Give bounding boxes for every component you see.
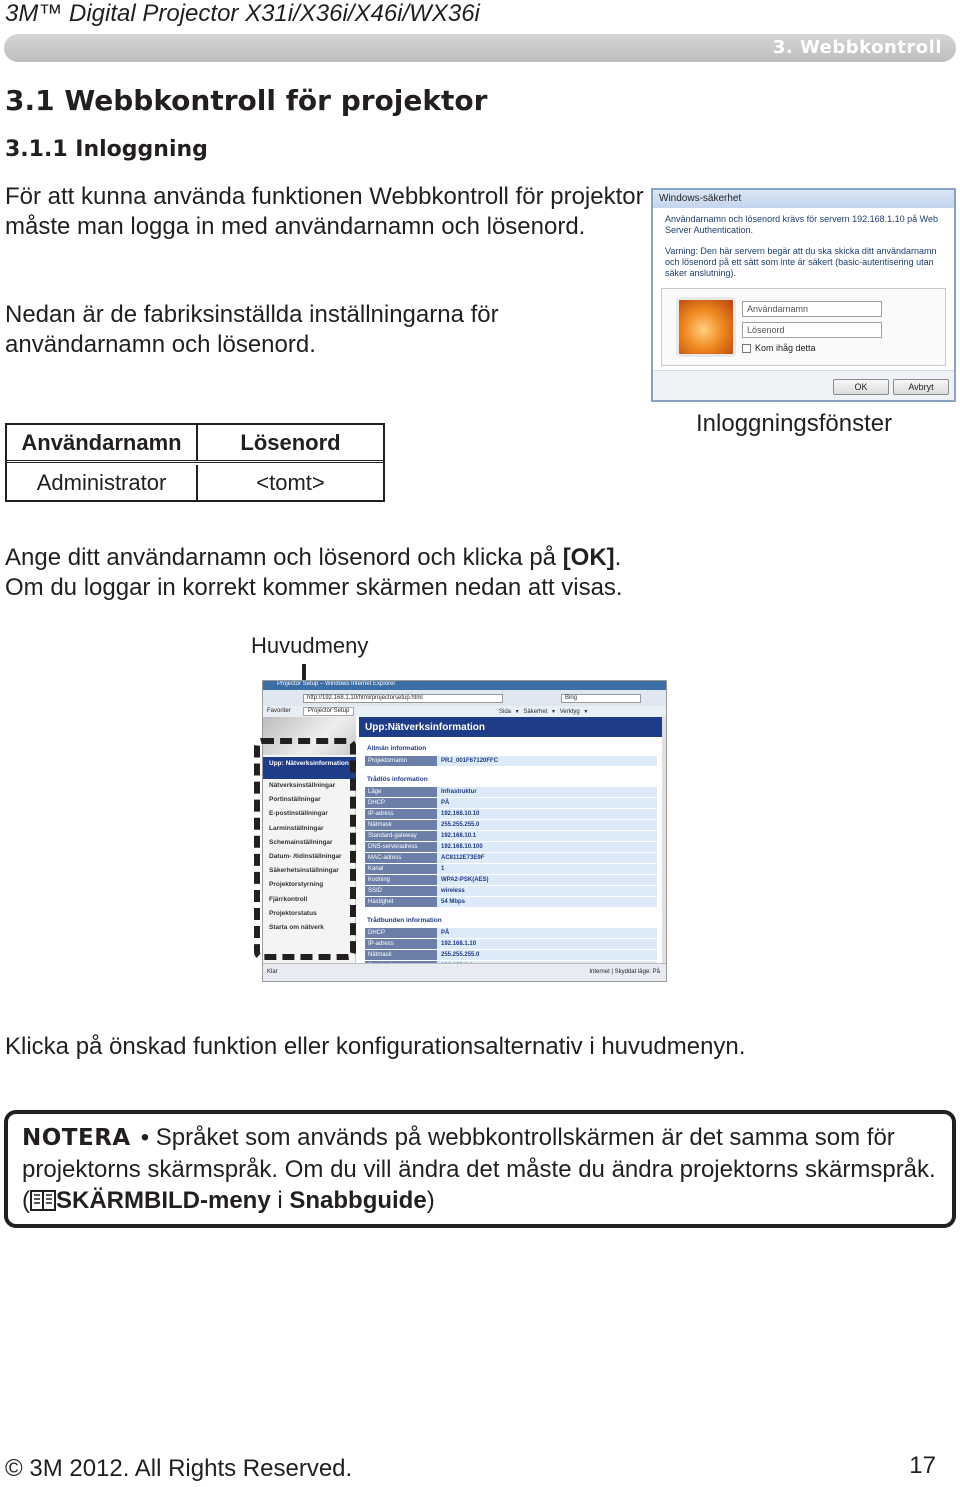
- login-window: [651, 188, 956, 402]
- security-zone-text: Internet | Skyddat läge: På: [589, 969, 660, 975]
- note-text-3: ): [426, 1187, 435, 1214]
- table-row: [365, 864, 657, 874]
- table-header-username: Användarnamn: [7, 425, 198, 460]
- info-value: PRJ_001F67120FFC: [437, 756, 657, 766]
- note-text-1: • Språket som används på webbkontrollskärmen är det samma som för projektorns skärmspråk. Om du vill ändra det måste du ändra projektorns skärmspråk. (: [22, 1124, 936, 1214]
- instruction-text: Ange ditt användarnamn och lösenord och klicka på: [5, 544, 563, 571]
- menu-hint-paragraph: Klicka på önskad funktion eller konfigurationsalternativ i huvudmenyn.: [5, 1033, 746, 1060]
- info-value: PÅ: [437, 928, 657, 938]
- menu-item[interactable]: Portinställningar: [269, 796, 321, 804]
- username-input[interactable]: Användarnamn: [742, 301, 882, 317]
- info-value: 54 Mbps: [437, 897, 657, 907]
- info-value: PÅ: [437, 798, 657, 808]
- page-number: 17: [909, 1452, 936, 1479]
- ok-button[interactable]: OK: [833, 379, 889, 395]
- remember-label: Kom ihåg detta: [755, 343, 816, 353]
- info-value: 255.255.255.0: [437, 950, 657, 960]
- info-key: DHCP: [365, 798, 437, 808]
- document-header: 3M™ Digital Projector X31i/X36i/X46i/WX36i: [5, 0, 480, 27]
- ok-reference: [OK]: [562, 544, 615, 571]
- info-value: 192.168.10.10: [437, 809, 657, 819]
- url-field[interactable]: http://192.168.1.10/html/projectorsetup.html: [303, 694, 503, 703]
- note-label: NOTERA: [22, 1125, 131, 1151]
- info-key: DNS-serveradress: [365, 842, 437, 852]
- chapter-label: 3. Webbkontroll: [772, 37, 942, 58]
- info-key: Nätmask: [365, 820, 437, 830]
- login-window-footer: [653, 370, 954, 400]
- note-text-2: i: [270, 1187, 290, 1214]
- defaults-paragraph: Nedan är de fabriksinställda inställningarna för användarnamn och lösenord.: [5, 301, 499, 358]
- browser-toolbar[interactable]: Sida ▾ Säkerhet ▾ Verktyg ▾: [499, 709, 588, 715]
- header-bar: [4, 34, 956, 62]
- browser-tab-strip: [263, 706, 666, 717]
- table-row: [365, 928, 657, 938]
- info-value: 192.168.10.100: [437, 842, 657, 852]
- credentials-table: [5, 423, 385, 502]
- note-link-quick-guide: Snabbguide: [289, 1187, 427, 1214]
- info-section-heading: Trådlös information: [367, 776, 428, 783]
- login-instructions: [5, 543, 955, 603]
- info-key: Läge: [365, 787, 437, 797]
- table-cell-password: <tomt>: [256, 469, 325, 495]
- user-avatar-icon: [676, 297, 736, 357]
- info-key: Projektornamn: [365, 756, 437, 766]
- browser-search-field[interactable]: Bing: [561, 694, 641, 703]
- menu-item[interactable]: Projektorstatus: [269, 909, 317, 917]
- login-window-message: Användarnamn och lösenord krävs för servern 192.168.1.10 på Web Server Authentication.: [665, 214, 938, 235]
- cancel-button[interactable]: Avbryt: [893, 379, 949, 395]
- menu-item[interactable]: Fjärrkontroll: [269, 895, 308, 903]
- table-header-row: [7, 425, 383, 463]
- menu-item[interactable]: E-postinställningar: [269, 810, 328, 818]
- table-row: [365, 939, 657, 949]
- info-key: Kanal: [365, 864, 437, 874]
- menu-item[interactable]: Larminställningar: [269, 824, 324, 832]
- browser-status-bar: [263, 963, 666, 981]
- browser-title-bar: Projector Setup – Windows Internet Explorer: [263, 681, 666, 690]
- table-row: [365, 842, 657, 852]
- instruction-end: .: [614, 544, 622, 571]
- network-info-title: Upp:Nätverksinformation: [359, 717, 664, 737]
- status-text: Klar: [267, 969, 278, 975]
- browser-tab[interactable]: Projector Setup: [303, 707, 354, 716]
- table-row: [365, 798, 657, 808]
- table-header-password: Lösenord: [240, 429, 341, 455]
- main-menu-highlight-frame: [254, 738, 356, 960]
- table-row: [7, 465, 383, 500]
- info-value: wireless: [437, 886, 657, 896]
- menu-item[interactable]: Starta om nätverk: [269, 923, 324, 931]
- info-value: 192.168.10.1: [437, 831, 657, 841]
- info-key: Nätmask: [365, 950, 437, 960]
- info-key: IP-adress: [365, 809, 437, 819]
- favorites-button[interactable]: Favoriter: [267, 708, 291, 714]
- copyright-footer: © 3M 2012. All Rights Reserved.: [5, 1455, 353, 1482]
- info-section-heading: Allmän information: [367, 745, 427, 752]
- main-menu-caption: Huvudmeny: [251, 633, 369, 658]
- info-key: DHCP: [365, 928, 437, 938]
- menu-item[interactable]: Nätverksinställningar: [269, 782, 336, 789]
- info-section-heading: Trådbunden information: [367, 917, 442, 924]
- menu-item[interactable]: Säkerhetsinställningar: [269, 867, 339, 875]
- table-row: [365, 809, 657, 819]
- menu-item[interactable]: Datum- /tidinställningar: [269, 852, 342, 860]
- table-row: [365, 897, 657, 907]
- table-row: [365, 886, 657, 896]
- menu-item-active[interactable]: Upp: Nätverksinformation: [263, 757, 356, 779]
- login-credentials-panel: [661, 288, 946, 366]
- table-row: [365, 853, 657, 863]
- info-value: 192.168.1.10: [437, 939, 657, 949]
- intro-paragraph: För att kunna använda funktionen Webbkontroll för projektor måste man logga in med användarnamn och lösenord.: [5, 183, 644, 240]
- table-row: [365, 831, 657, 841]
- info-value: Infrastruktur: [437, 787, 657, 797]
- info-value: AC8112E73E9F: [437, 853, 657, 863]
- info-key: MAC-adress: [365, 853, 437, 863]
- network-info-panel: [359, 717, 664, 963]
- scrollbar[interactable]: [662, 717, 666, 963]
- subsection-title: 3.1.1 Inloggning: [5, 137, 208, 162]
- note-text: [22, 1122, 946, 1216]
- note-box: [4, 1110, 956, 1228]
- menu-item[interactable]: Schemainställningar: [269, 838, 333, 846]
- info-key: Kodning: [365, 875, 437, 885]
- remember-me-option[interactable]: [742, 343, 816, 353]
- info-key: SSID: [365, 886, 437, 896]
- info-key: Hastighet: [365, 897, 437, 907]
- table-row: [365, 950, 657, 960]
- table-row: [365, 875, 657, 885]
- info-key: IP-adress: [365, 939, 437, 949]
- info-key: Standard-gateway: [365, 831, 437, 841]
- password-input[interactable]: Lösenord: [742, 322, 882, 338]
- table-row: [365, 787, 657, 797]
- login-window-title: Windows-säkerhet: [653, 190, 954, 208]
- table-row: [365, 756, 657, 766]
- section-title: 3.1 Webbkontroll för projektor: [5, 84, 488, 117]
- remember-checkbox[interactable]: [742, 344, 751, 353]
- note-link-screen-menu: SKÄRMBILD-meny: [56, 1187, 271, 1214]
- table-cell-username: Administrator: [7, 465, 198, 500]
- login-window-warning: Varning: Den här servern begär att du ska skicka ditt användarnamn och lösenord på ett sätt som inte är säkert (basic-autentisering utan säker anslutning).: [665, 246, 937, 278]
- menu-item[interactable]: Projektorstyrning: [269, 881, 324, 889]
- browser-address-bar: [263, 690, 666, 706]
- info-value: 1: [437, 864, 657, 874]
- info-value: WPA2-PSK(AES): [437, 875, 657, 885]
- info-value: 255.255.255.0: [437, 820, 657, 830]
- book-icon: [30, 1189, 56, 1211]
- instruction-line-2: Om du loggar in korrekt kommer skärmen nedan att visas.: [5, 574, 623, 601]
- table-row: [365, 820, 657, 830]
- login-window-caption: Inloggningsfönster: [696, 410, 893, 437]
